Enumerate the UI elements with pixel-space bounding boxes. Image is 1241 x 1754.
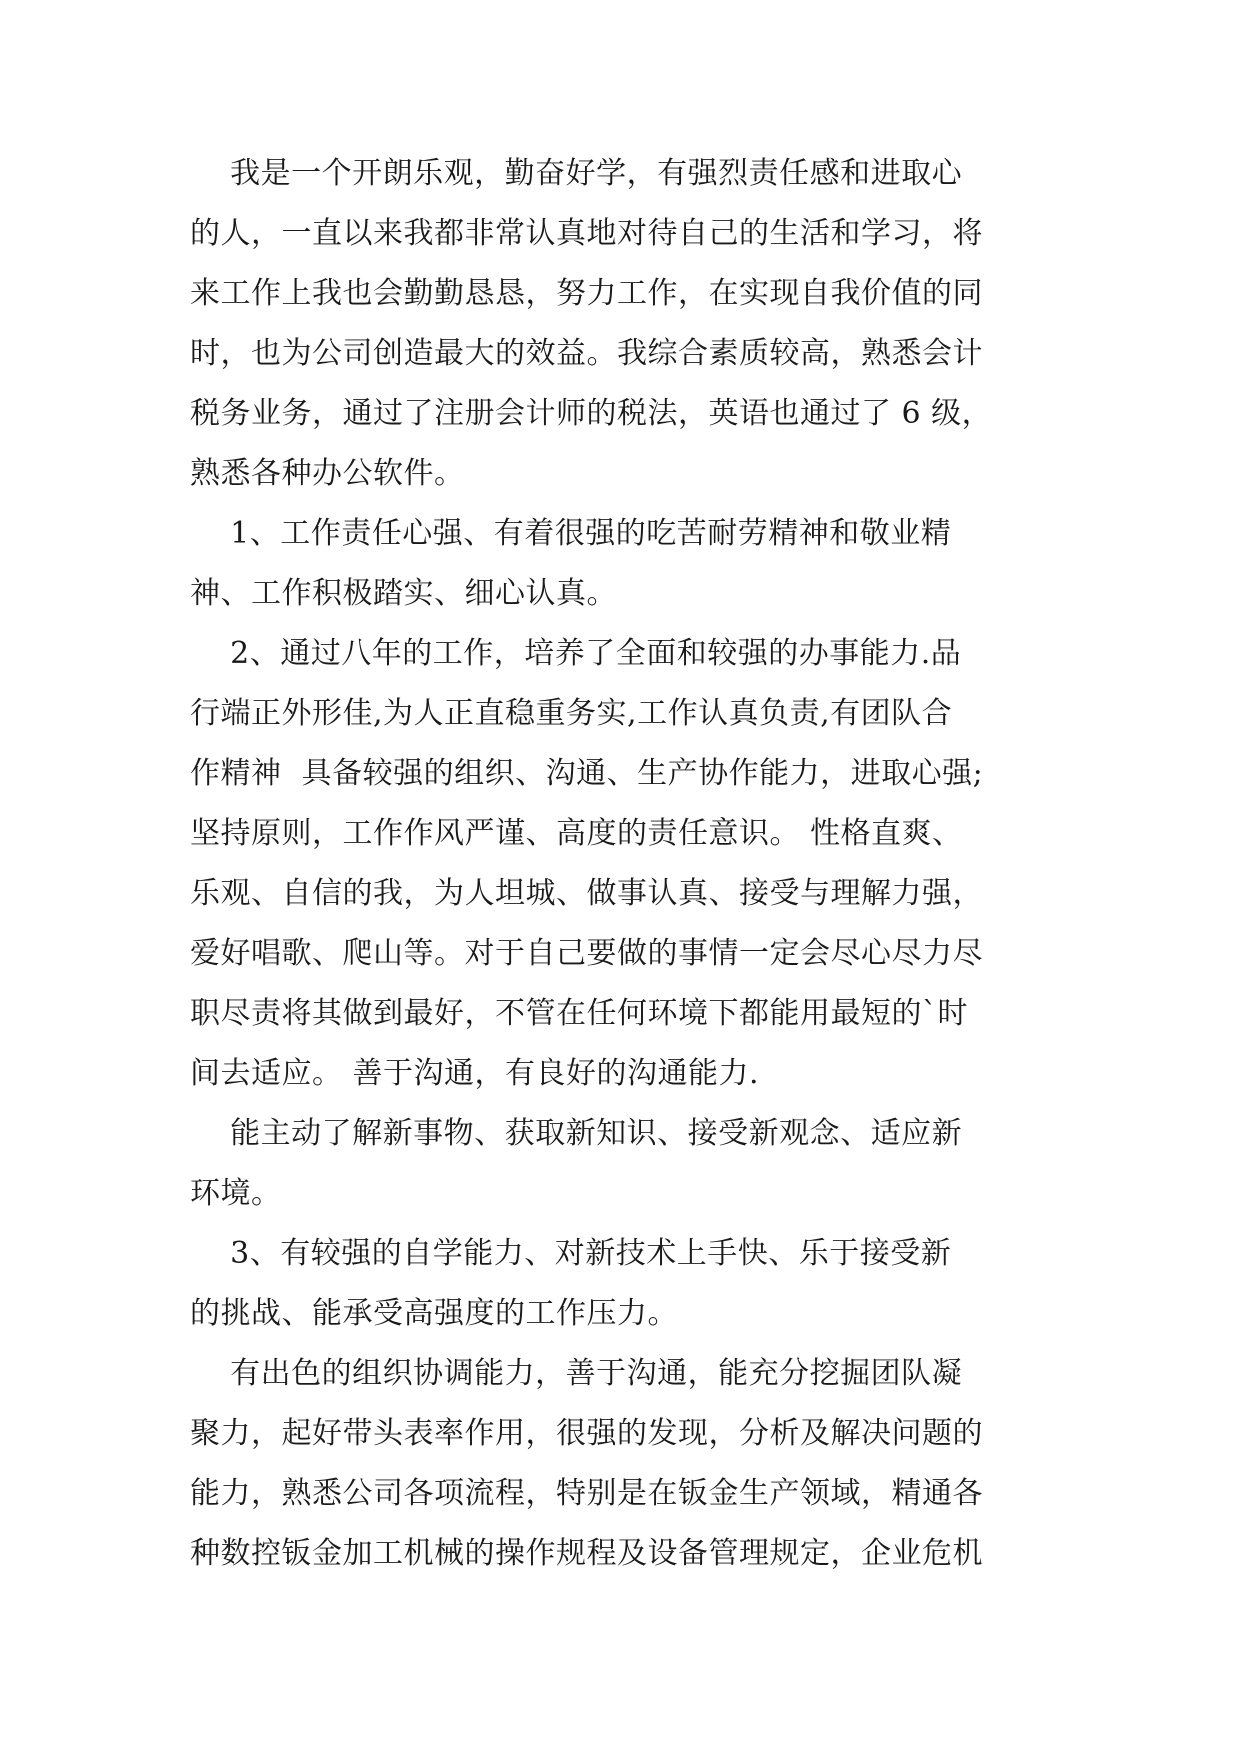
- text-line: 我是一个开朗乐观，勤奋好学，有强烈责任感和进取心: [190, 156, 963, 191]
- text-line: 行端正外形佳,为人正直稳重务实,工作认真负责,有团队合: [190, 696, 953, 731]
- text-line: 熟悉各种办公软件。: [190, 456, 465, 491]
- text-line: 爱好唱歌、爬山等。对于自己要做的事情一定会尽心尽力尽: [190, 936, 983, 971]
- text-line: 乐观、自信的我，为人坦城、做事认真、接受与理解力强，: [190, 876, 983, 911]
- text-line: 坚持原则，工作作风严谨、高度的责任意识。 性格直爽、: [190, 816, 963, 851]
- text-line: 环境。: [190, 1176, 282, 1211]
- text-line: 的人，一直以来我都非常认真地对待自己的生活和学习，将: [190, 216, 983, 251]
- document-page: [190, 154, 1050, 1594]
- text-line: 作精神 具备较强的组织、沟通、生产协作能力，进取心强;: [190, 756, 984, 791]
- text-line: 的挑战、能承受高强度的工作压力。: [190, 1296, 678, 1331]
- text-line: 聚力，起好带头表率作用，很强的发现，分析及解决问题的: [190, 1416, 983, 1451]
- text-line: 职尽责将其做到最好，不管在任何环境下都能用最短的`时: [190, 996, 968, 1031]
- text-line: 神、工作积极踏实、细心认真。: [190, 576, 617, 611]
- text-line: 税务业务，通过了注册会计师的税法，英语也通过了 6 级，: [190, 396, 993, 431]
- text-line: 种数控钣金加工机械的操作规程及设备管理规定，企业危机: [190, 1536, 983, 1571]
- text-line: 间去适应。 善于沟通，有良好的沟通能力.: [190, 1056, 760, 1091]
- text-line: 能力，熟悉公司各项流程，特别是在钣金生产领域，精通各: [190, 1476, 983, 1511]
- text-line: 3、有较强的自学能力、对新技术上手快、乐于接受新: [190, 1236, 952, 1271]
- text-line: 1、工作责任心强、有着很强的吃苦耐劳精神和敬业精: [190, 516, 952, 551]
- text-line: 有出色的组织协调能力，善于沟通，能充分挖掘团队凝: [190, 1356, 963, 1391]
- text-line: 时，也为公司创造最大的效益。我综合素质较高，熟悉会计: [190, 336, 983, 371]
- text-line: 来工作上我也会勤勤恳恳，努力工作，在实现自我价值的同: [190, 276, 983, 311]
- text-line: 2、通过八年的工作，培养了全面和较强的办事能力.品: [190, 636, 962, 671]
- text-line: 能主动了解新事物、获取新知识、接受新观念、适应新: [190, 1116, 963, 1151]
